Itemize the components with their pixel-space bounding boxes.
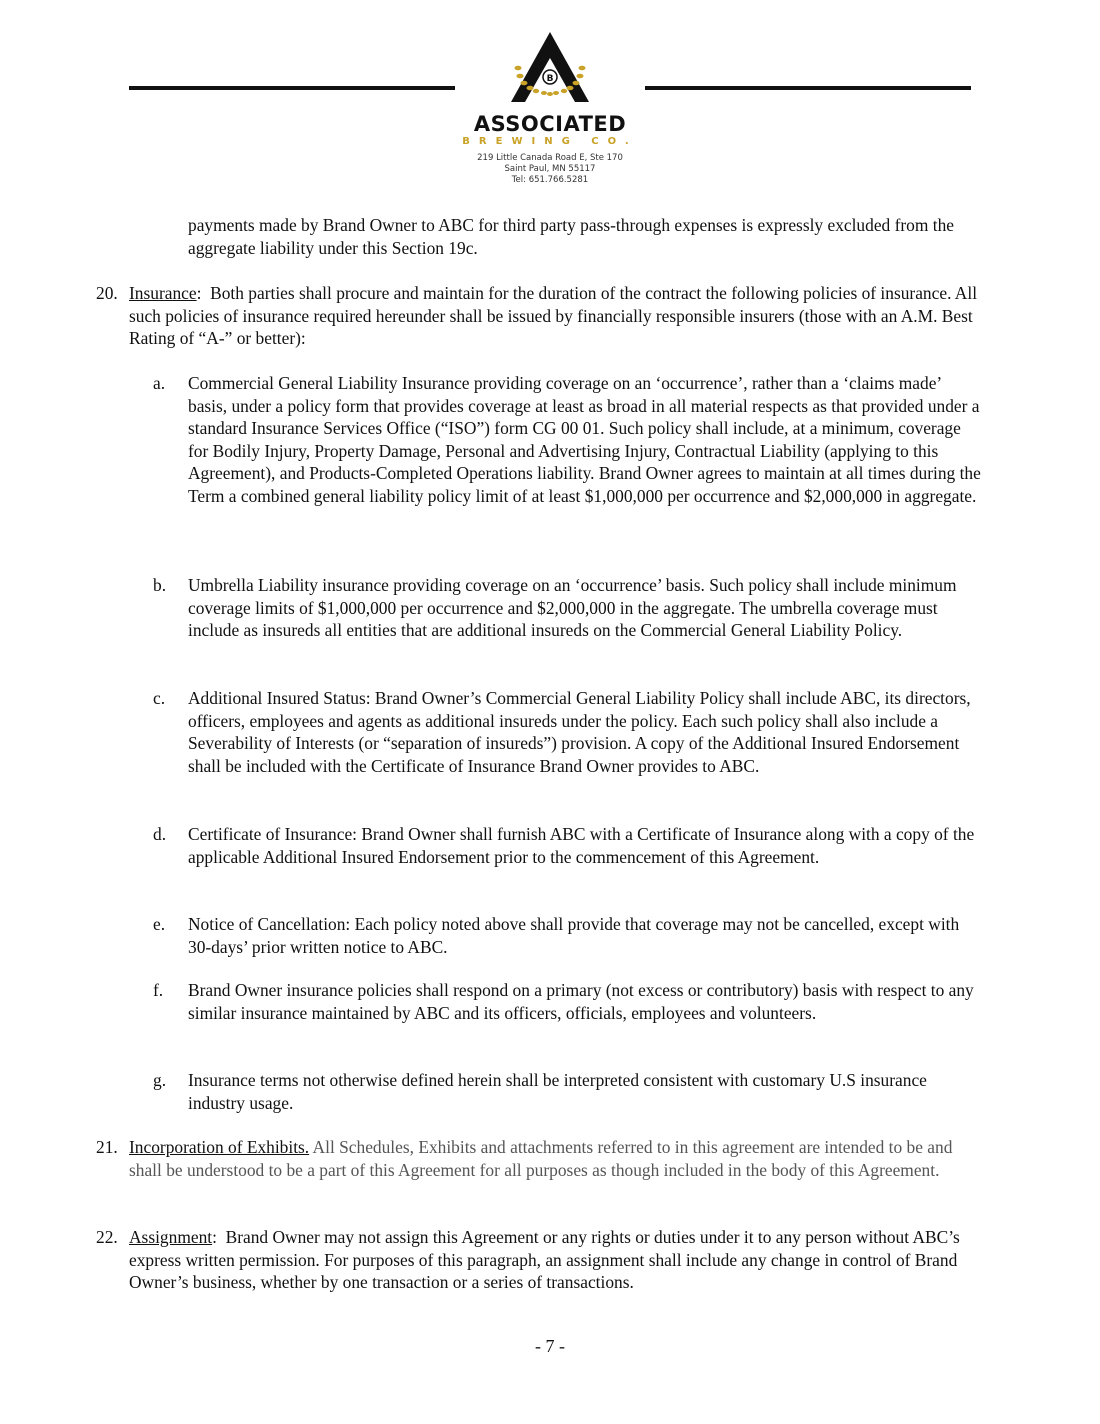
subitem-letter: f. bbox=[153, 980, 164, 1000]
section-heading: Incorporation of Exhibits. bbox=[129, 1137, 310, 1157]
subitem-letter: d. bbox=[153, 824, 167, 844]
associated-brewing-logo-icon bbox=[505, 30, 595, 110]
subitem-text: Certificate of Insurance: Brand Owner shall furnish ABC with a Certificate of Insurance along with a copy of the applicable Additional Insured Endorsement prior to the commencement of this Agreement. bbox=[188, 824, 975, 867]
section-21 bbox=[96, 1136, 986, 1181]
subitem-letter: c. bbox=[153, 688, 166, 708]
section-body bbox=[129, 1226, 986, 1294]
section-body bbox=[129, 1136, 986, 1181]
section-body bbox=[129, 282, 986, 350]
subitem-letter: b. bbox=[153, 575, 167, 595]
section-heading: Assignment bbox=[129, 1227, 213, 1247]
section-22 bbox=[96, 1226, 986, 1294]
address-block bbox=[400, 153, 700, 186]
subitem-text: Notice of Cancellation: Each policy noted above shall provide that coverage may not be cancelled, except with 30-days’ prior written notice to ABC. bbox=[188, 914, 960, 957]
address-line: Saint Paul, MN 55117 bbox=[504, 164, 596, 174]
subitem-d bbox=[153, 823, 983, 868]
section-number: 21. bbox=[96, 1137, 118, 1157]
header-rule-right bbox=[645, 86, 971, 90]
section-text: All Schedules, Exhibits and attachments referred to in this agreement are intended to be and shall be understood to be a part of this Agreement for all purposes as though included in the body of this Agreement. bbox=[129, 1137, 953, 1180]
section-number: 22. bbox=[96, 1227, 118, 1247]
subitem-f bbox=[153, 979, 983, 1024]
subitem-letter: e. bbox=[153, 914, 166, 934]
address-line: Tel: 651.766.5281 bbox=[511, 175, 589, 185]
carryover-paragraph: payments made by Brand Owner to ABC for third party pass-through expenses is expressly excluded from the aggregate liability under this Section 19c. bbox=[188, 215, 954, 258]
address-line: 219 Little Canada Road E, Ste 170 bbox=[477, 153, 623, 163]
subitem-letter: g. bbox=[153, 1070, 167, 1090]
subitem-c bbox=[153, 687, 983, 777]
header-rule-left bbox=[129, 86, 455, 90]
subitem-text: Brand Owner insurance policies shall respond on a primary (not excess or contributory) basis with respect to any similar insurance maintained by ABC and its officers, officials, employees and volunteers. bbox=[188, 980, 974, 1023]
logo-letter: B bbox=[546, 74, 554, 84]
subitem-letter: a. bbox=[153, 373, 166, 393]
page-number: - 7 - bbox=[535, 1336, 565, 1356]
subitem-text: Commercial General Liability Insurance providing coverage on an ‘occurrence’, rather than a ‘claims made’ basis, under a policy form that provides coverage at least as broad in all material respects as that provided under a standard Insurance Services Office (“ISO”) form CG 00 01. Such policy shall include, at a minimum, coverage for Bodily Injury, Property Damage, Personal and Advertising Injury, Contractual Liability (applying to this Agreement), and Products-Completed Operations liability. Brand Owner agrees to maintain at all times during the Term a combined general liability policy limit of at least $1,000,000 per occurrence and $2,000,000 in aggregate. bbox=[188, 373, 981, 506]
subitem-text: Additional Insured Status: Brand Owner’s Commercial General Liability Policy shall include ABC, its directors, officers, employees and agents as additional insureds under the policy. Each such policy shall also include a Severability of Interests (or “separation of insureds”) provision. A copy of the Additional Insured Endorsement shall be included with the Certificate of Insurance Brand Owner provides to ABC. bbox=[188, 688, 971, 776]
section-heading: Insurance bbox=[129, 283, 197, 303]
brand-name: ASSOCIATED bbox=[473, 112, 627, 136]
subitem-g bbox=[153, 1069, 983, 1114]
subitem-e bbox=[153, 913, 983, 958]
subitem-text: Umbrella Liability insurance providing coverage on an ‘occurrence’ basis. Such policy shall include minimum coverage limits of $1,000,000 per occurrence and $2,000,000 in the aggregate. The umbrella coverage must include as insureds all entities that are additional insureds on the Commercial General Liability Policy. bbox=[188, 575, 957, 641]
section-text: Both parties shall procure and maintain for the duration of the contract the following policies of insurance. All such policies of insurance required hereunder shall be issued by financially responsible insurers (those with an A.M. Best Rating of “A-” or better): bbox=[129, 283, 978, 349]
subitem-b bbox=[153, 574, 983, 642]
section-sep: : bbox=[196, 283, 211, 303]
subitem-text: Insurance terms not otherwise defined herein shall be interpreted consistent with customary U.S insurance industry usage. bbox=[188, 1070, 927, 1113]
brand-subtitle: BREWING CO. bbox=[462, 136, 638, 147]
subitem-a bbox=[153, 372, 983, 508]
section-20 bbox=[96, 282, 986, 350]
section-number: 20. bbox=[96, 283, 118, 303]
section-sep: : bbox=[212, 1227, 226, 1247]
section-text: Brand Owner may not assign this Agreement or any rights or duties under it to any person without ABC’s express written permission. For purposes of this paragraph, an assignment shall include any change in control of Brand Owner’s business, whether by one transaction or a series of transactions. bbox=[129, 1227, 960, 1293]
